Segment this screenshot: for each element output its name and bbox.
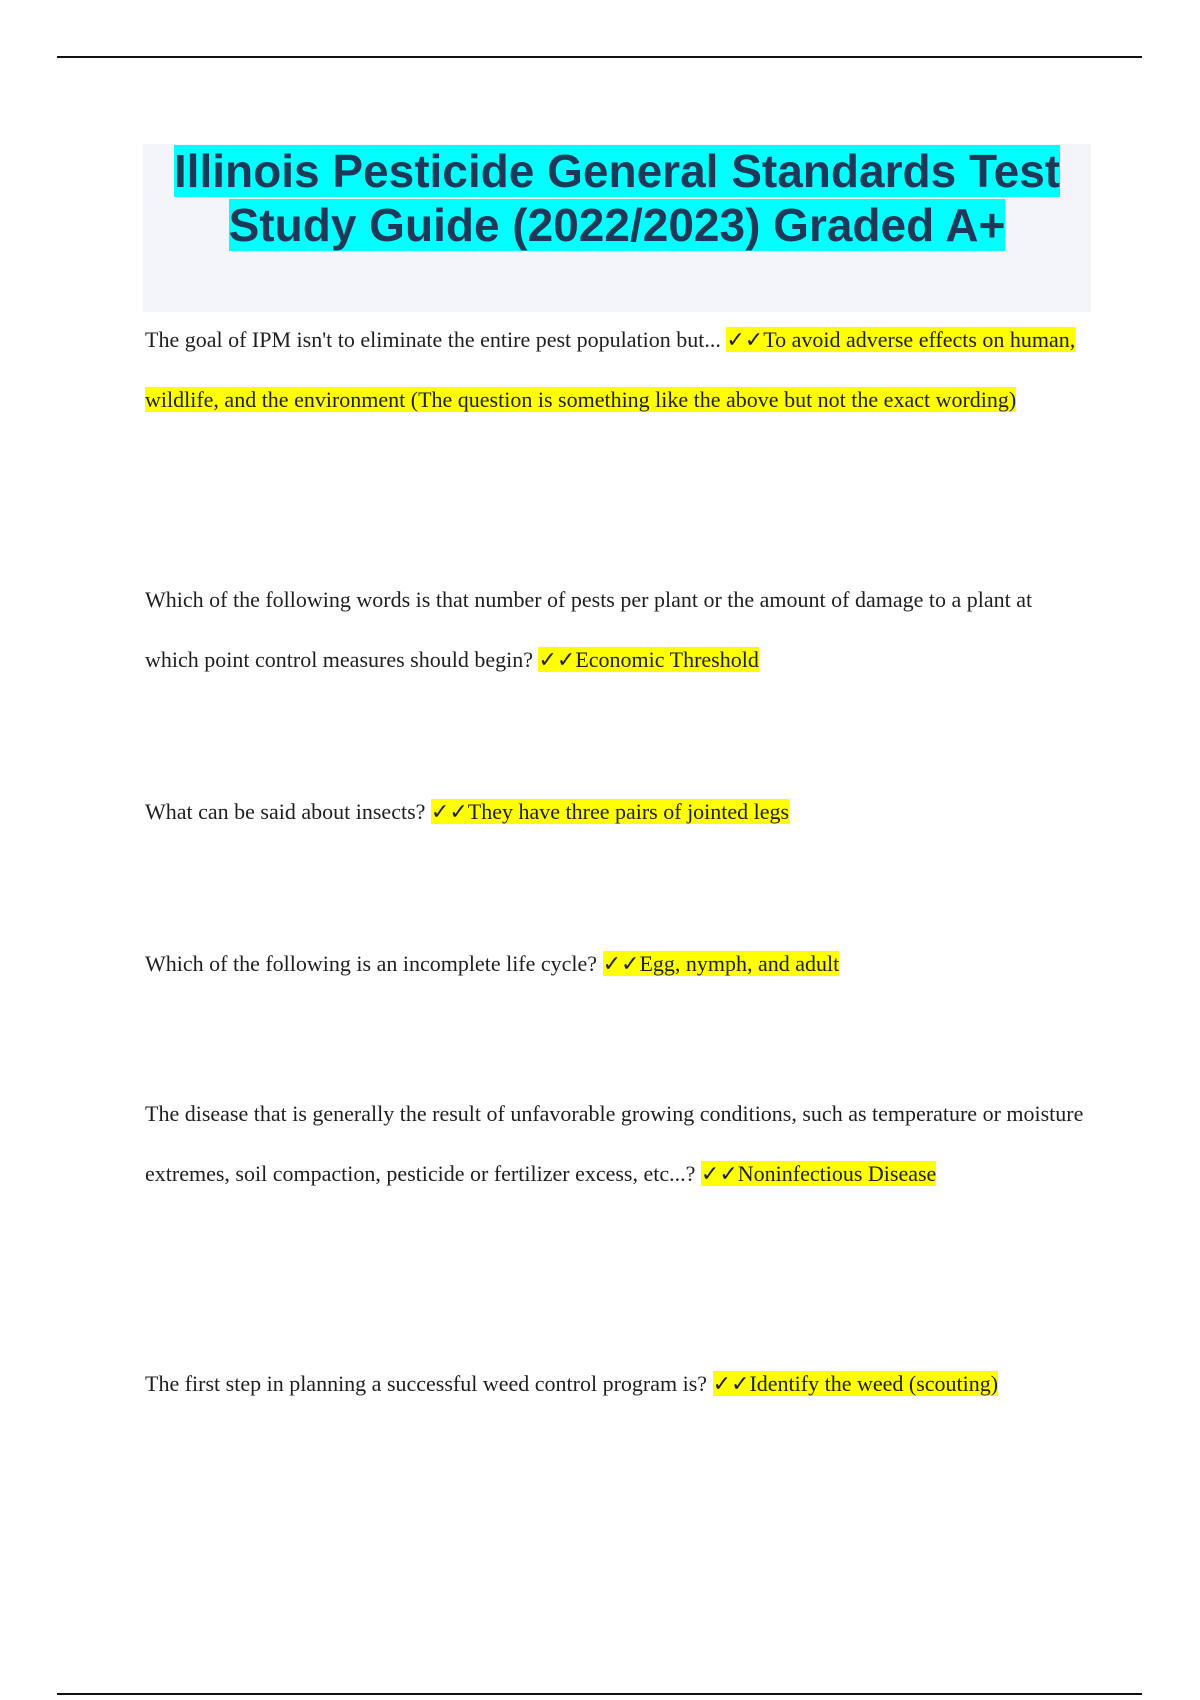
answer-text: ✓✓Economic Threshold [538,647,759,672]
title-line-1: Illinois Pesticide General Standards Test [173,145,1061,197]
question-text: Which of the following is an incomplete life cycle? [145,951,603,976]
answer-text: ✓✓Noninfectious Disease [700,1161,937,1186]
document-title [143,144,1091,252]
question-text: The disease that is generally the result of unfavorable growing conditions, such as temperature or moisture extremes, soil compaction, pesticide or fertilizer excess, etc...? [145,1101,1084,1186]
question-text: The first step in planning a successful weed control program is? [145,1371,713,1396]
qa-item [145,310,1090,430]
answer-text: ✓✓Egg, nymph, and adult [602,951,840,976]
title-line-2: Study Guide (2022/2023) Graded A+ [228,199,1006,251]
title-block [143,144,1091,312]
qa-item [145,570,1090,690]
qa-item [145,934,1090,994]
bottom-rule [57,1693,1142,1695]
answer-text: ✓✓Identify the weed (scouting) [712,1371,999,1396]
question-text: What can be said about insects? [145,799,431,824]
qa-item [145,1084,1090,1204]
top-rule [57,56,1142,58]
qa-item [145,782,1090,842]
answer-text: ✓✓To avoid adverse effects on human, wildlife, and the environment (The question is something like the above but not the exact wording) [145,327,1076,412]
question-text: Which of the following words is that number of pests per plant or the amount of damage to a plant at which point control measures should begin? [145,587,1033,672]
answer-text: ✓✓They have three pairs of jointed legs [430,799,790,824]
qa-item [145,1354,1090,1414]
question-text: The goal of IPM isn't to eliminate the entire pest population but... [145,327,727,352]
